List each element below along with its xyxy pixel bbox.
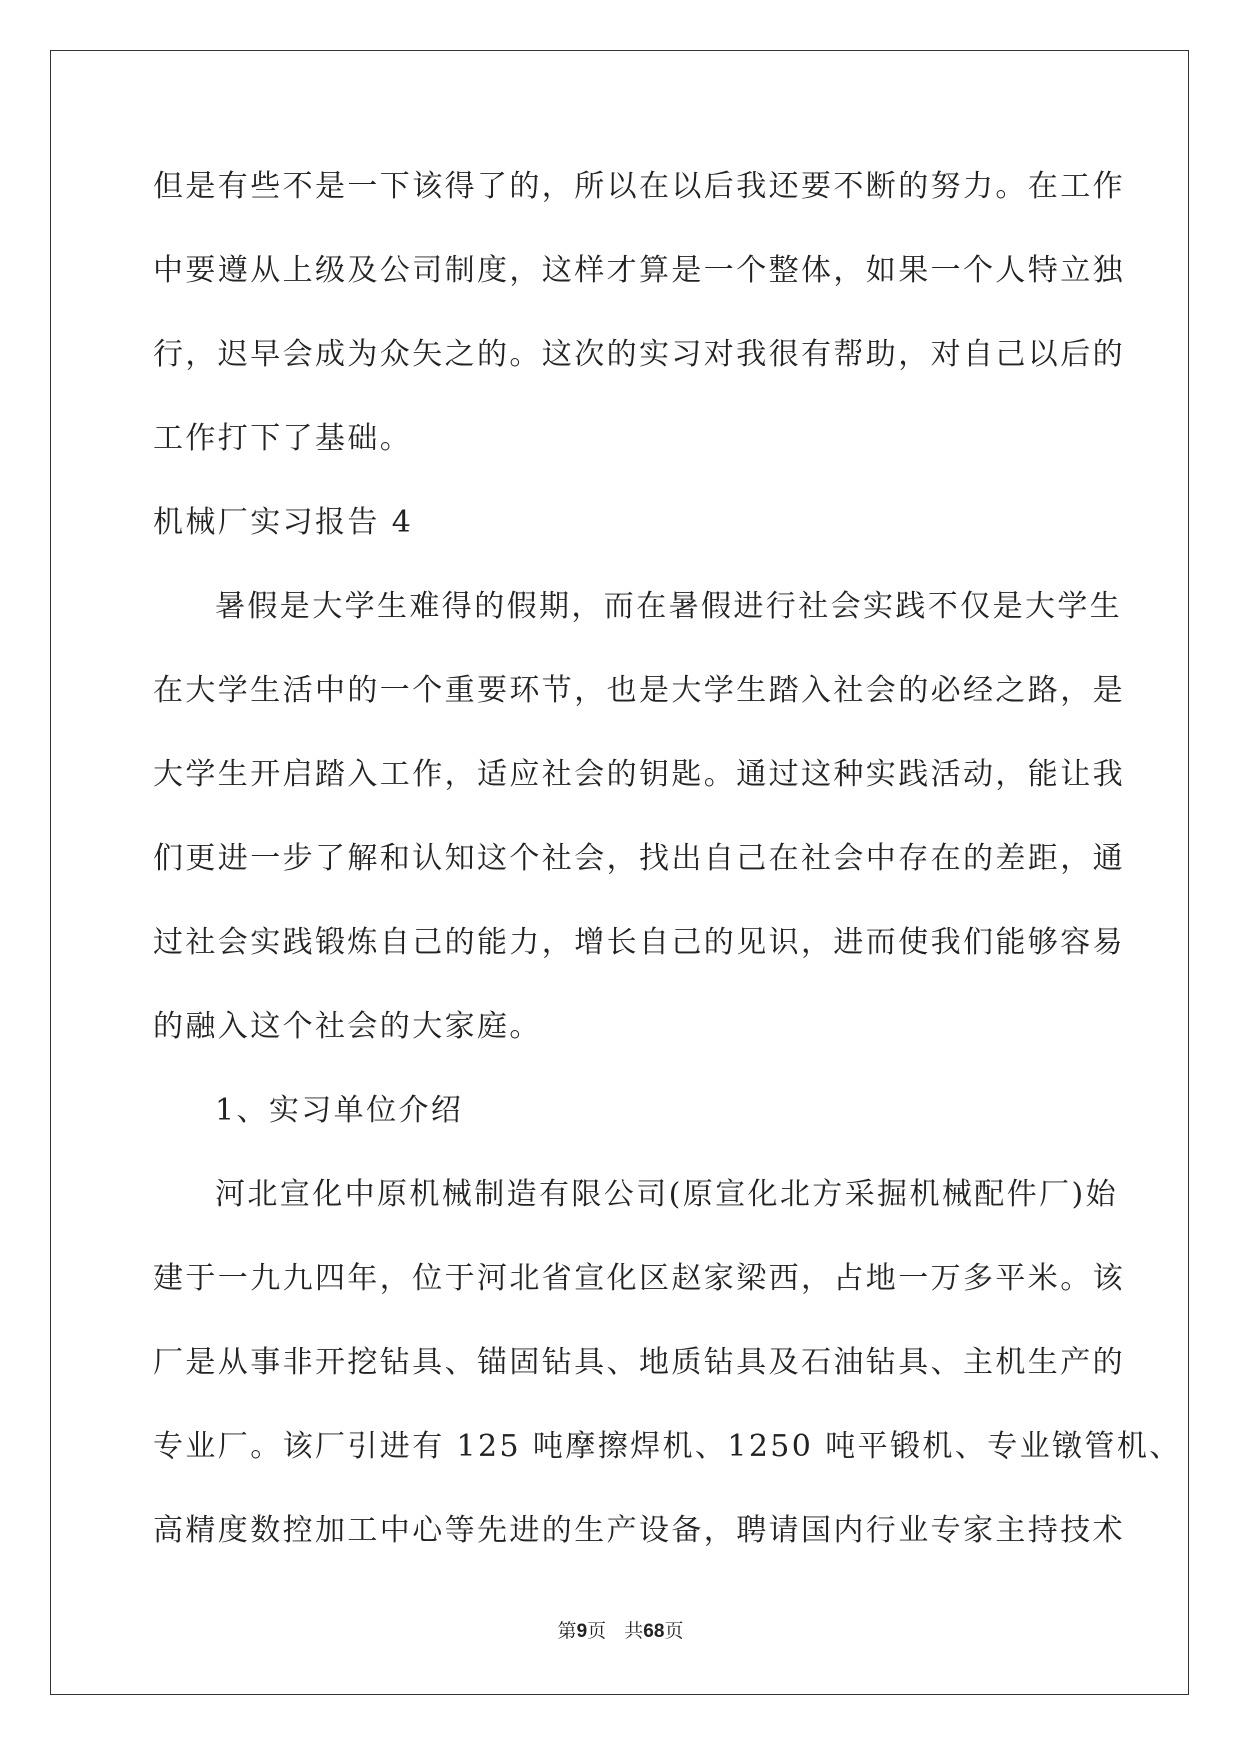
subsection-heading: 1、实习单位介绍: [215, 1093, 464, 1128]
paragraph-line: 河北宣化中原机械制造有限公司(原宣化北方采掘机械配件厂)始: [215, 1177, 1119, 1212]
paragraph-line: 行，迟早会成为众矢之的。这次的实习对我很有帮助，对自己以后的: [153, 337, 1125, 372]
total-pages: 68: [643, 1621, 665, 1642]
footer-page-unit: 页: [587, 1620, 607, 1642]
footer-total-prefix: 共: [624, 1620, 644, 1642]
footer-total-unit: 页: [664, 1620, 684, 1642]
paragraph-line: 过社会实践锻炼自己的能力，增长自己的见识，进而使我们能够容易: [153, 925, 1125, 960]
paragraph-line: 中要遵从上级及公司制度，这样才算是一个整体，如果一个人特立独: [153, 253, 1125, 288]
paragraph-line: 高精度数控加工中心等先进的生产设备，聘请国内行业专家主持技术: [153, 1513, 1125, 1548]
paragraph-line: 工作打下了基础。: [153, 421, 413, 456]
page-number: 9: [576, 1621, 588, 1642]
page-footer: [0, 1619, 1241, 1644]
paragraph-line: 在大学生活中的一个重要环节，也是大学生踏入社会的必经之路，是: [153, 673, 1125, 708]
paragraph-line: 厂是从事非开挖钻具、锚固钻具、地质钻具及石油钻具、主机生产的: [153, 1345, 1125, 1380]
paragraph-line: 的融入这个社会的大家庭。: [153, 1009, 542, 1044]
paragraph-line: 但是有些不是一下该得了的，所以在以后我还要不断的努力。在工作: [153, 169, 1125, 204]
section-heading: 机械厂实习报告 4: [153, 505, 414, 540]
paragraph-line: 们更进一步了解和认知这个社会，找出自己在社会中存在的差距，通: [153, 841, 1125, 876]
paragraph-line: 建于一九九四年，位于河北省宣化区赵家梁西，占地一万多平米。该: [153, 1261, 1125, 1296]
document-body: [153, 157, 1182, 1585]
paragraph-line: 大学生开启踏入工作，适应社会的钥匙。通过这种实践活动，能让我: [153, 757, 1125, 792]
paragraph-line: 暑假是大学生难得的假期，而在暑假进行社会实践不仅是大学生: [215, 589, 1123, 624]
footer-prefix: 第: [557, 1620, 577, 1642]
paragraph-line: 专业厂。该厂引进有 125 吨摩擦焊机、1250 吨平锻机、专业镦管机、: [153, 1429, 1182, 1464]
